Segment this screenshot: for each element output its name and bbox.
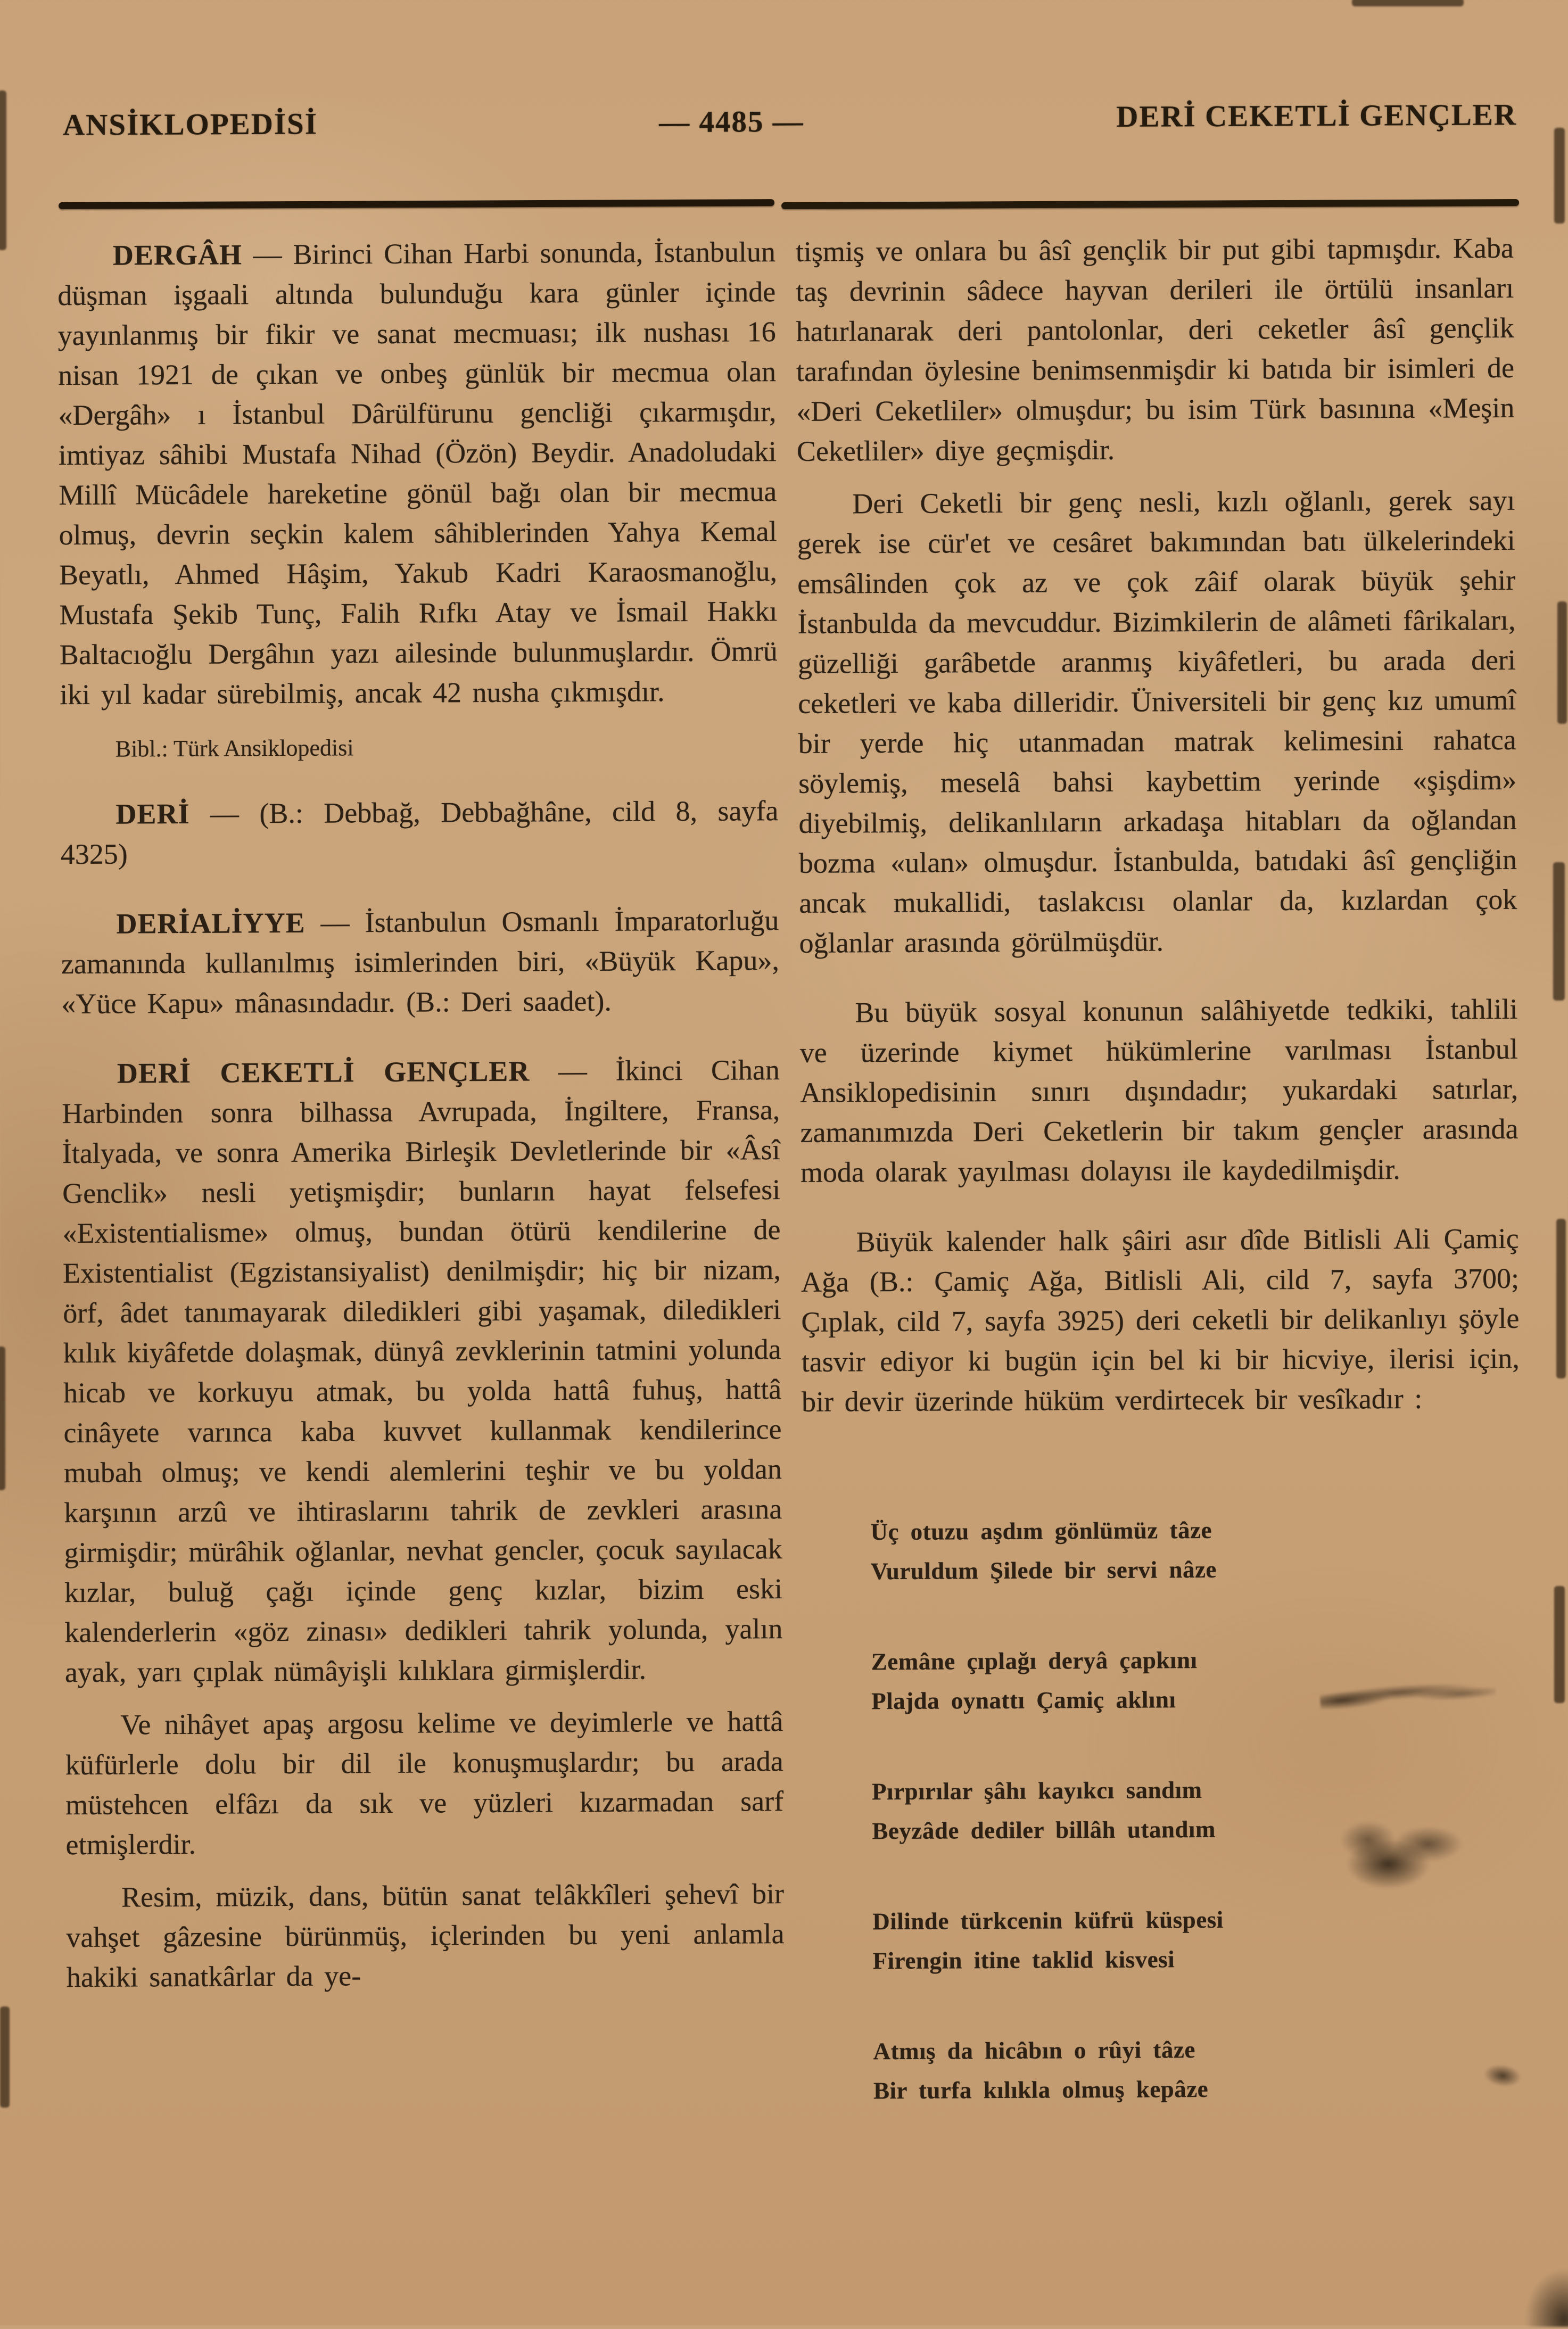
poem-line: Bir turfa kılıkla olmuş kepâze bbox=[873, 2075, 1209, 2104]
header-divider-rule bbox=[59, 193, 1519, 199]
poem-line: Firengin itine taklid kisvesi bbox=[872, 1946, 1175, 1975]
left-column bbox=[57, 232, 787, 2329]
text-columns bbox=[57, 228, 1525, 2329]
page-edge-mark bbox=[1556, 1219, 1566, 1378]
page-header bbox=[62, 98, 1517, 145]
poem-line: Dilinde türkcenin küfrü küspesi bbox=[872, 1906, 1224, 1935]
divider-segment-left bbox=[59, 199, 774, 209]
paragraph-resim-muzik: Resim, müzik, dans, bütün sanat telâkkîleri şehevî bir vahşet gâzesine bürünmüş, içlerinden bu yeni anlamla hakiki sanatkârlar da ye- bbox=[66, 1878, 785, 1994]
page-number: — 4485 — bbox=[658, 104, 804, 139]
entry-derialiyye-text: — İstanbulun Osmanlı İmparatorluğu zamanında kullanılmış isimlerinden biri, «Büyük Kapu», «Yüce Kapu» mânasındadır. (B.: Deri saadet). bbox=[61, 904, 780, 1020]
paragraph-deri-ceketli-nesil: Deri Ceketli bir genç nesli, kızlı oğlanlı, gerek sayı gerek ise cür'et ve cesâret bakımından batı ülkelerindeki emsâlinden çok az ve çok zâif olarak büyük şehir İstanbulda da mevcuddur. Bizimkilerin de alâmeti fârikaları, güzelliği garâbetde aranmış kiyâfetleri, bu arada deri ceketleri ve kaba dilleridir. Üniversiteli bir genç kız umumî bir yerde hiç utanmadan matrak kelimesini rahatca söylemiş, meselâ bahsi kaybettim yerinde «şişdim» diyebilmiş, delikanlıların arkadaşa hitabları da oğlandan bozma «ulan» olmuşdur. İstanbulda, batıdaki âsî gençliğin ancak mukallidi, taslakcısı olanlar da, kızlardan çok oğlanlar arasında görülmüşdür. bbox=[797, 484, 1517, 959]
poem-line: Zemâne çıplağı deryâ çapkını bbox=[871, 1647, 1198, 1675]
poem-line: Plajda oynattı Çamiç aklını bbox=[871, 1686, 1176, 1715]
entry-derialiyye-headword: DERİALİYYE bbox=[116, 906, 306, 940]
paragraph-camic-aga: Büyük kalender halk şâiri asır dîde Bitlisli Ali Çamiç Ağa (B.: Çamiç Ağa, Bitlisli Ali, cild 7, sayfa 3700; Çıplak, cild 7, sayfa 3925) deri ceketli bir delikanlıyı şöyle tasvir ediyor ki bugün için bel ki bir hicviye, ilerisi için, bir devir üzerinde hüküm verdirtecek bir vesîkadır : bbox=[800, 1222, 1520, 1418]
poem-line: Vuruldum Şilede bir servi nâze bbox=[870, 1556, 1217, 1585]
header-right-title: DERİ CEKETLİ GENÇLER bbox=[1116, 98, 1517, 134]
poem-couplet-5 bbox=[873, 2028, 1523, 2110]
header-left-title: ANSİKLOPEDİSİ bbox=[62, 107, 318, 142]
entry-dergah-headword: DERGÂH bbox=[112, 238, 243, 271]
page-edge-mark bbox=[1553, 862, 1565, 1001]
poem-couplet-4 bbox=[872, 1898, 1523, 1980]
poem-line: Beyzâde dediler billâh utandım bbox=[872, 1815, 1216, 1845]
poem-line: Atmış da hicâbın o rûyi tâze bbox=[873, 2036, 1195, 2065]
right-column bbox=[796, 228, 1525, 2325]
entry-deri bbox=[60, 791, 779, 874]
page-edge-mark bbox=[0, 2006, 10, 2108]
page-edge-mark bbox=[1554, 128, 1565, 224]
poem-couplet-2 bbox=[871, 1639, 1522, 1721]
entry-deri-text: — (B.: Debbağ, Debbağhâne, cild 8, sayfa 4325) bbox=[60, 795, 779, 871]
paragraph-sosyal-konu: Bu büyük sosyal konunun salâhiyetde tedkiki, tahlili ve üzerinde kiymet hükümlerine varılması İstanbul Ansiklopedisinin sınırı dışındadır; yukardaki satırlar, zamanımızda Deri Ceketlerin bir takım gençler arasında moda olarak yayılması dolayısı ile kaydedilmişdir. bbox=[799, 993, 1519, 1188]
poem-couplet-1 bbox=[870, 1509, 1521, 1591]
poem-couplet-3 bbox=[872, 1769, 1522, 1851]
satirical-poem bbox=[870, 1509, 1523, 2110]
page-edge-mark bbox=[1557, 601, 1567, 724]
poem-line: Pırpırılar şâhı kayıkcı sandım bbox=[871, 1776, 1202, 1805]
entry-derialiyye bbox=[61, 901, 779, 1024]
page-edge-mark bbox=[1352, 0, 1464, 6]
entry-dergah bbox=[57, 232, 778, 715]
page-edge-mark bbox=[1554, 1586, 1565, 1703]
entry-dcg-headword: DERİ CEKETLİ GENÇLER bbox=[117, 1055, 530, 1089]
entry-deri-ceketli-gencler bbox=[62, 1050, 783, 1692]
entry-deri-headword: DERİ bbox=[115, 797, 190, 830]
paragraph-continuation: tişmiş ve onlara bu âsî gençlik bir put gibi tapmışdır. Kaba taş devrinin sâdece hayvan derileri ile örtülü insanları hatırlanarak deri pantolonlar, deri ceketler âsî gençlik tarafından öylesine benimsenmişdir ki batıda bir isimleri de «Deri Ceketliler» olmuşdur; bu isim Türk basınına «Meşin Ceketliler» diye geçmişdir. bbox=[795, 232, 1515, 467]
bibliography-line: Bibl.: Türk Ansiklopedisi bbox=[115, 734, 354, 762]
page-edge-mark bbox=[0, 90, 6, 250]
paragraph-apash-argot: Ve nihâyet apaş argosu kelime ve deyimlerle ve hattâ küfürlerle dolu bir dil ile konuşmuşlardır; bu arada müstehcen elfâzı da sık ve yüzleri kızarmadan sarf etmişlerdir. bbox=[65, 1705, 784, 1861]
entry-dergah-text: — Birinci Cihan Harbi sonunda, İstanbulun düşman işgaali altında bulunduğu kara günler içinde yayınlanmış bir fikir ve sanat mecmuası; ilk nushası 16 nisan 1921 de çıkan ve onbeş günlük bir mecmua olan «Dergâh» ı İstanbul Dârülfürunu gencliği çıkarmışdır, imtiyaz sâhibi Mustafa Nihad (Özön) Beydir. Anadoludaki Millî Mücâdele hareketine gönül bağı olan bir mecmua olmuş, devrin seçkin kalem sâhiblerinden Yahya Kemal Beyatlı, Ahmed Hâşim, Yakub Kadri Karaosmanoğlu, Mustafa Şekib Tunç, Falih Rıfkı Atay ve İsmail Hakkı Baltacıoğlu Dergâhın yazı ailesinde bulunmuşlardır. Ömrü iki yıl kadar sürebilmiş, ancak 42 nusha çıkmışdır. bbox=[57, 236, 778, 711]
divider-segment-right bbox=[781, 199, 1519, 209]
entry-dcg-text: — İkinci Cihan Harbinden sonra bilhassa Avrupada, İngiltere, Fransa, İtalyada, ve sonra Amerika Birleşik Devletlerinde bir «Âsî Genclik» nesli yetişmişdir; bunların hayat felsefesi «Existentialisme» olmuş, bundan ötürü kendilerine de Existentialist (Egzistansiyalist) denilmişdir; hiç bir nizam, örf, âdet tanımayarak diledikleri gibi yaşamak, diledikleri kılık kiyâfetde dolaşmak, dünyâ zevklerinin tatmini yolunda hicab ve korkuyu atmak, bu yolda hattâ fuhuş, hattâ cinâyete varınca kaba kuvvet kullanmak kendilerince mubah olmuş; ve kendi alemlerini teşhir ve bu yoldan karşının arzû ve ihtiraslarını tahrik de zevkleri arasına girmişdir; mürâhik oğlanlar, nevhat gencler, çocuk sayılacak kızlar, buluğ çağı içinde genç kızlar, bizim eski kalenderlerin «göz zinası» dedikleri tahrik yolunda, yalın ayak, yarı çıplak nümâyişli kılıklara girmişlerdir. bbox=[62, 1054, 783, 1689]
poem-line: Üç otuzu aşdım gönlümüz tâze bbox=[870, 1516, 1212, 1546]
page-edge-mark bbox=[0, 1347, 5, 1490]
